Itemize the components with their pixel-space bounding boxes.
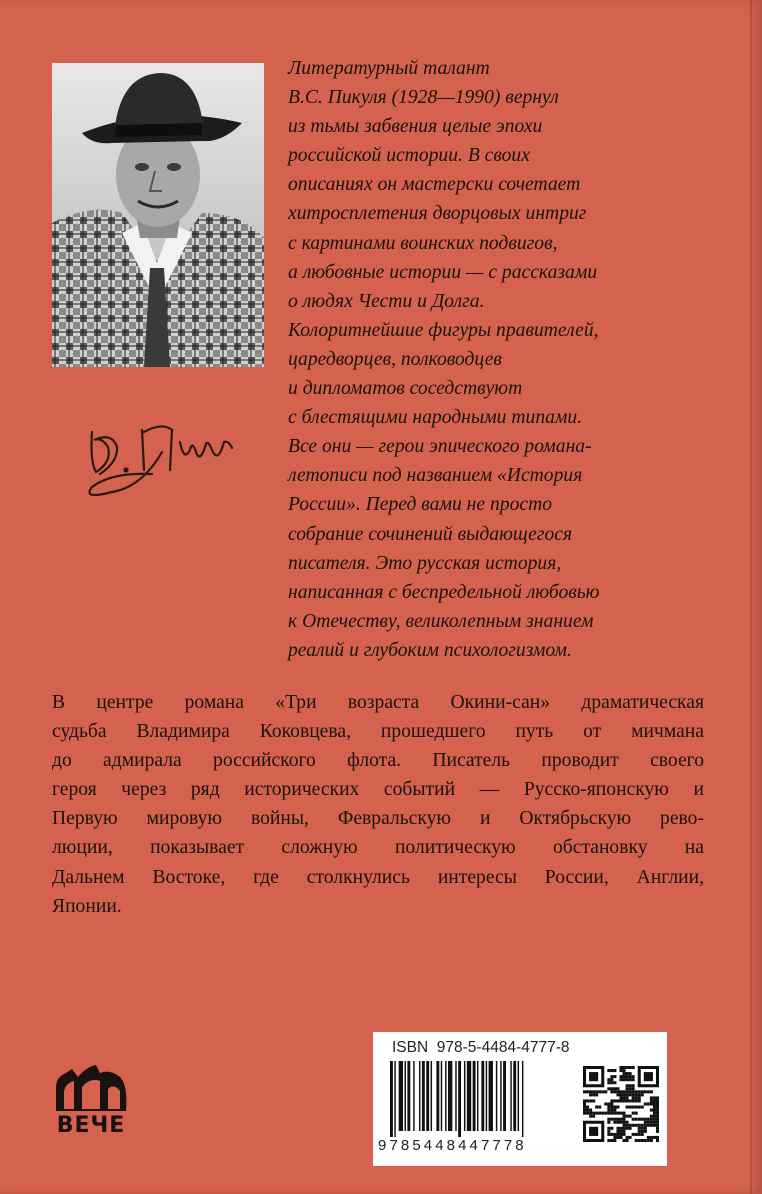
blurb-line: российской истории. В своих xyxy=(288,145,530,167)
author-signature xyxy=(72,392,252,512)
blurb-line: Литературный талант xyxy=(288,58,490,79)
blurb-line: Все они — герои эпического романа- xyxy=(288,436,592,458)
blurb-line: Колоритнейшие фигуры правителей, xyxy=(288,319,599,341)
synopsis-line: судьба Владимира Коковцева, прошедшего путь от мичмана xyxy=(52,721,704,743)
blurb-line: описаниях он мастерски сочетает xyxy=(288,174,581,196)
blurb-line: хитросплетения дворцовых интриг xyxy=(288,203,587,225)
blurb-line: летописи под названием «История xyxy=(288,465,583,487)
synopsis-line: героя через ряд исторических событий — Русско-японскую и xyxy=(52,779,704,801)
synopsis-line: Дальнем Востоке, где столкнулись интересы России, Англии, xyxy=(52,866,704,888)
blurb-line: с блестящими народными типами. xyxy=(288,407,583,429)
qr-code-icon xyxy=(583,1066,659,1142)
blurb-line: писателя. Это русская история, xyxy=(288,552,562,574)
blurb-line: написанная с беспредельной любовью xyxy=(288,581,600,603)
blurb-line: и дипломатов соседствуют xyxy=(288,378,523,400)
synopsis-line: люции, показывает сложную политическую обстановку на xyxy=(52,837,704,859)
barcode-digits: 9785448447778 xyxy=(378,1137,527,1154)
blurb-line: о людях Чести и Долга. xyxy=(288,290,485,312)
blurb-line: а любовные истории — с рассказами xyxy=(288,261,598,283)
publisher-logo-icon xyxy=(50,1063,132,1155)
blurb-line: царедворцев, полководцев xyxy=(288,348,502,370)
blurb-line: собрание сочинений выдающегося xyxy=(288,523,573,545)
synopsis-line: до адмирала российского флота. Писатель проводит своего xyxy=(52,750,704,772)
synopsis-line: Японии. xyxy=(52,895,122,917)
blurb-line: из тьмы забвения целые эпохи xyxy=(288,116,543,138)
isbn-label: ISBN 978-5-4484-4777-8 xyxy=(392,1039,570,1056)
book-synopsis xyxy=(52,688,704,921)
blurb-line: России». Перед вами не просто xyxy=(288,494,553,516)
author-blurb xyxy=(288,54,728,665)
publisher-logo-text: ВЕЧЕ xyxy=(56,1113,126,1138)
synopsis-line: Первую мировую войны, Февральскую и Октябрьскую рево- xyxy=(52,808,704,830)
synopsis-line: В центре романа «Три возраста Окини-сан» драматическая xyxy=(52,692,704,713)
blurb-line: с картинами воинских подвигов, xyxy=(288,232,558,254)
blurb-line: к Отечеству, великолепным знанием xyxy=(288,610,594,632)
blurb-line: реалий и глубоким психологизмом. xyxy=(288,639,572,661)
barcode xyxy=(390,1061,572,1137)
author-photo xyxy=(52,63,264,367)
blurb-line: В.С. Пикуля (1928—1990) вернул xyxy=(288,87,559,109)
spine-edge xyxy=(750,0,752,1194)
